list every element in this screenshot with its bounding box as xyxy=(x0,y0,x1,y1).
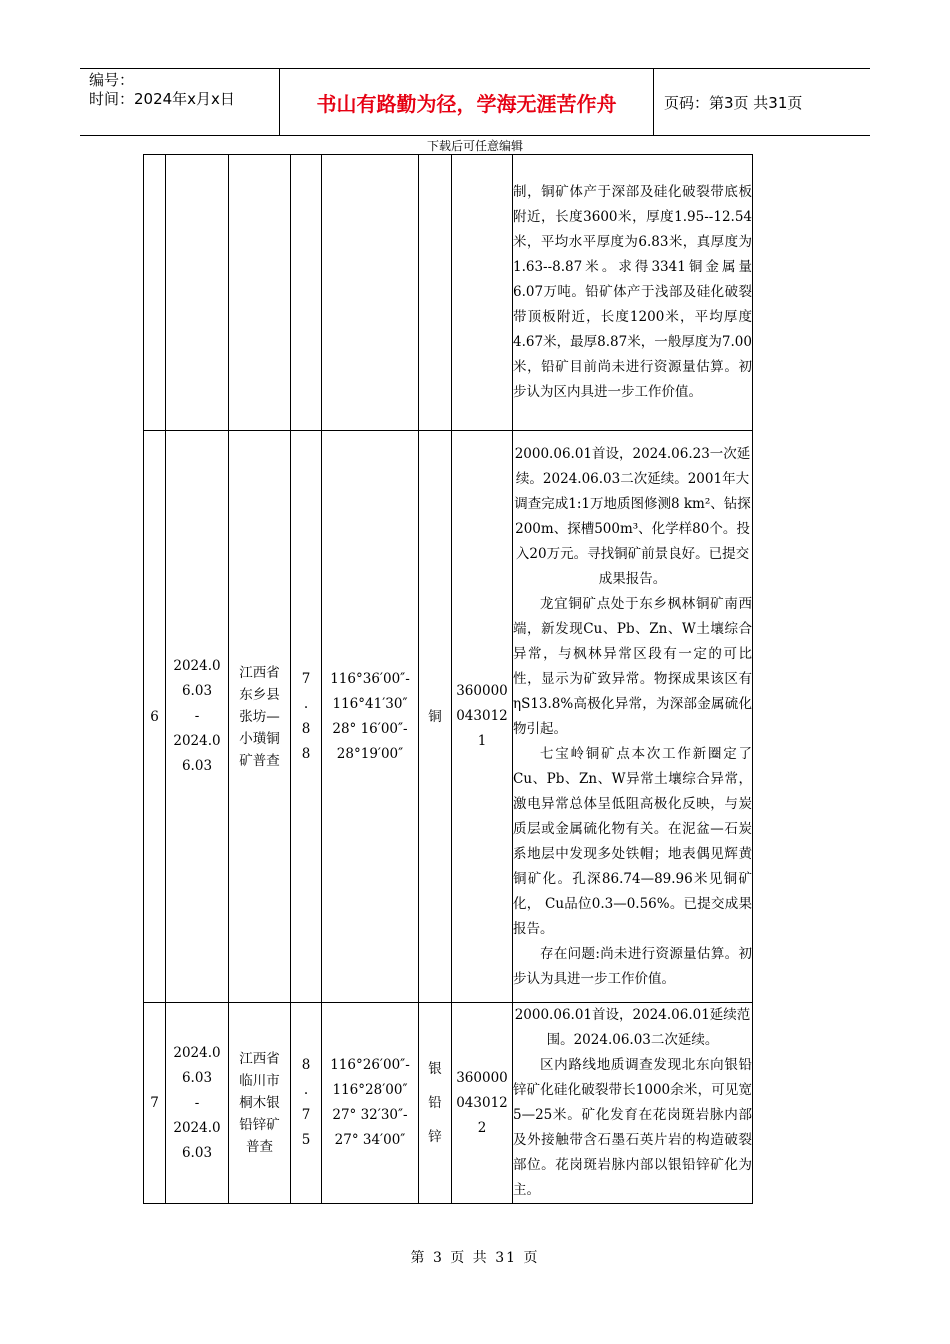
coordinate-line: 116°28′00″ xyxy=(332,1082,408,1098)
name-line: 小璜铜 xyxy=(239,730,280,747)
description-cell xyxy=(513,431,753,1003)
period-line: 6.03 xyxy=(181,1069,213,1086)
period-line: - xyxy=(194,708,200,724)
download-note: 下载后可任意编辑 xyxy=(426,139,523,153)
code-line: 2 xyxy=(477,1119,487,1136)
period-cell xyxy=(166,1003,229,1204)
coordinate-line: 28° 16′00″- xyxy=(332,720,408,737)
page-footer: 第 3 页 共 31 页 xyxy=(410,1250,540,1266)
license-code-cell xyxy=(452,155,513,431)
number-label: 编号： xyxy=(89,71,135,89)
coordinate-line: 28°19′00″ xyxy=(336,745,404,762)
mineral-char: 锌 xyxy=(428,1129,442,1145)
area-char: 8 xyxy=(301,720,311,737)
table-row xyxy=(144,1003,753,1204)
code-line: 1 xyxy=(477,733,487,749)
mineral-char: 铜 xyxy=(428,708,442,725)
coordinate-line: 27° 32′30″- xyxy=(332,1107,408,1123)
mineral-cell xyxy=(419,431,452,1003)
area-char: 8 xyxy=(301,1057,311,1073)
coordinate-line: 116°26′00″- xyxy=(330,1057,410,1073)
row-number xyxy=(144,155,166,431)
area-cell xyxy=(291,155,322,431)
license-code-cell xyxy=(452,1003,513,1204)
code-line: 043012 xyxy=(456,1094,508,1111)
period-cell xyxy=(166,155,229,431)
description-cell xyxy=(513,1003,753,1204)
mineral-char: 银 xyxy=(428,1061,442,1077)
period-line: 6.03 xyxy=(181,683,213,699)
coordinates-cell xyxy=(322,155,419,431)
description-paragraph: 七宝岭铜矿点本次工作新圈定了Cu、Pb、Zn、W异常土壤综合异常，激电异常总体呈低阻高极化反映，与炭质层或金属硫化物有关。在泥盆—石炭系地层中发现多处铁帽；地表偶见辉黄铜矿化。孔深86.74—89.96米见铜矿化， Cu品位0.3—0.56%。已提交成果报告。 xyxy=(513,745,752,937)
name-line: 普查 xyxy=(246,1139,273,1155)
period-line: 2024.0 xyxy=(173,733,221,749)
period-line: 2024.0 xyxy=(173,1119,221,1136)
table-row xyxy=(144,155,753,431)
period-cell xyxy=(166,431,229,1003)
name-line: 张坊— xyxy=(239,708,280,725)
project-table xyxy=(143,154,753,1204)
period-line: 2024.0 xyxy=(173,1044,221,1061)
description-paragraph: 2000.06.01首设，2024.06.01延续范围。2024.06.03二次延续。 xyxy=(514,1007,751,1048)
area-cell xyxy=(291,1003,322,1204)
header-motto: 书山有路勤为径，学海无涯苦作舟 xyxy=(280,69,654,135)
coordinate-line: 116°36′00″- xyxy=(330,670,410,687)
name-line: 矿普查 xyxy=(239,752,280,769)
code-line: 043012 xyxy=(456,708,508,724)
coordinate-line: 27° 34′00″ xyxy=(334,1132,406,1148)
period-line: 6.03 xyxy=(181,1144,213,1161)
description-paragraph: 龙宜铜矿点处于东乡枫林铜矿南西端，新发现Cu、Pb、Zn、W土壤综合异常，与枫林异常区段有一定的可比性，显示为矿致异常。物探成果该区有ηS13.8%高极化异常，为深部金属硫化物引起。 xyxy=(513,595,752,737)
coordinates-cell xyxy=(322,1003,419,1204)
coordinates-cell xyxy=(322,431,419,1003)
table-row xyxy=(144,431,753,1003)
area-char: 8 xyxy=(301,745,311,762)
area-cell xyxy=(291,431,322,1003)
mineral-cell xyxy=(419,155,452,431)
code-line: 360000 xyxy=(456,1069,508,1086)
name-line: 桐木银 xyxy=(239,1095,280,1111)
description-cell xyxy=(513,155,753,431)
document-header xyxy=(80,68,870,136)
project-name-cell xyxy=(229,1003,291,1204)
area-char: . xyxy=(303,695,309,712)
period-line: 2024.0 xyxy=(173,658,221,674)
coordinate-line: 116°41′30″ xyxy=(332,695,408,712)
area-char: . xyxy=(303,1082,309,1098)
project-name-cell xyxy=(229,431,291,1003)
description-paragraph: 区内路线地质调查发现北东向银铅锌矿化硅化破裂带长1000余米，可见宽5—25米。矿化发育在花岗斑岩脉内部及外接触带含石墨石英片岩的构造破裂部位。花岗斑岩脉内部以银铅锌矿化为主。 xyxy=(513,1057,752,1198)
name-line: 铅锌矿 xyxy=(239,1117,280,1133)
name-line: 临川市 xyxy=(239,1073,280,1089)
name-line: 江西省 xyxy=(239,664,280,681)
row-number: 6 xyxy=(144,431,166,1003)
description-paragraph: 2000.06.01首设，2024.06.23一次延续。2024.06.03二次延续。2001年大调查完成1:1万地质图修测8 km²、钻探200m、探槽500m³、化学样80个。投入20万元。寻找铜矿前景良好。已提交成果报告。 xyxy=(514,445,751,587)
area-char: 7 xyxy=(301,670,311,687)
code-line: 360000 xyxy=(456,683,508,699)
period-line: - xyxy=(194,1094,200,1111)
area-char: 5 xyxy=(301,1132,311,1148)
header-meta xyxy=(80,69,280,135)
area-char: 7 xyxy=(301,1107,311,1123)
name-line: 东乡县 xyxy=(239,686,280,703)
project-name-cell xyxy=(229,155,291,431)
name-line: 江西省 xyxy=(239,1051,280,1067)
description-paragraph: 制，铜矿体产于深部及硅化破裂带底板附近，长度3600米，厚度1.95--12.54米，平均水平厚度为6.83米，真厚度为1.63--8.87米。求得3341铜金属量6.07万吨。铅矿体产于浅部及硅化破裂带顶板附近，长度1200米，平均厚度4.67米，最厚8.87米，一般厚度为7.00米，铅矿目前尚未进行资源量估算。初步认为区内具进一步工作价值。 xyxy=(513,184,752,400)
description-paragraph: 存在问题:尚未进行资源量估算。初步认为具进一步工作价值。 xyxy=(513,945,752,987)
license-code-cell xyxy=(452,431,513,1003)
period-line: 6.03 xyxy=(181,758,213,774)
header-page-label: 页码：第3页 共31页 xyxy=(664,93,803,112)
mineral-cell xyxy=(419,1003,452,1204)
mineral-char: 铅 xyxy=(428,1095,442,1111)
row-number: 7 xyxy=(144,1003,166,1204)
time-label: 时间：2024年x月x日 xyxy=(89,90,235,108)
